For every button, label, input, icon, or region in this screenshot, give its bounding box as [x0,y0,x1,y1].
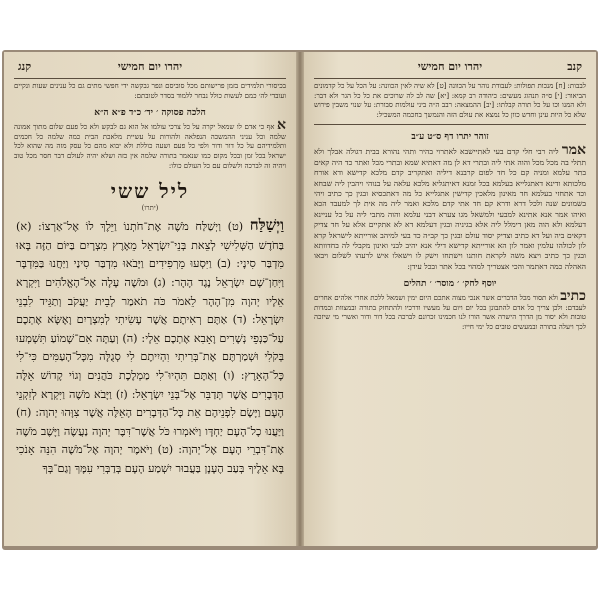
sub-text: ולא תסור מכל הדברים אשר אנכי מצוה אתכם היום ימין ושמאל ללכת אחרי אלהים אחרים לעבדם: ולכן צריך כל אדם להתבונן בכל יום ויום על מעשיו ודרכיו ולהתחזק בתורה ובמצוות ובמדות טובות ולא יסור מן הדרך הישרה אשר הורו לנו חכמינו זכרונם לברכה בכל דור ודור ואשרי מי שיזכה לכך ויעלה בתורה ובמעשים טובים כל ימי חייו: [314,294,586,332]
book-gutter [296,52,304,546]
verses-text: (ט) וַיְשַׁלַּח מֹשֶׁה אֶת־חֹתְנוֹ וַיֵּלֶךְ לוֹ אֶל־אַרְצוֹ: (א) בַּחֹדֶשׁ הַשְּׁלִישִׁי לְצֵאת בְּנֵי־יִשְׂרָאֵל מֵאֶרֶץ מִצְרָיִם בַּיּוֹם הַזֶּה בָּאוּ מִדְבַּר סִינָי: (ב) וַיִּסְעוּ מֵרְפִידִים וַיָּבֹאוּ מִדְבַּר סִינַי וַיַּחֲנוּ בַּמִּדְבָּר וַיִּחַן־שָׁם יִשְׂרָאֵל נֶגֶד הָהָר: (ג) וּמֹשֶׁה עָלָה אֶל־הָאֱלֹהִים וַיִּקְרָא אֵלָיו יְהוָה מִן־הָהָר לֵאמֹר כֹּה תֹאמַר לְבֵית יַעֲקֹב וְתַגֵּיד לִבְנֵי יִשְׂרָאֵל: (ד) אַתֶּם רְאִיתֶם אֲשֶׁר עָשִׂיתִי לְמִצְרָיִם וָאֶשָּׂא אֶתְכֶם עַל־כַּנְפֵי נְשָׁרִים וָאָבִא אֶתְכֶם אֵלָי: (ה) וְעַתָּה אִם־שָׁמוֹעַ תִּשְׁמְעוּ בְּקֹלִי וּשְׁמַרְתֶּם אֶת־בְּרִיתִי וִהְיִיתֶם לִי סְגֻלָּה מִכָּל־הָעַמִּים כִּי־לִי כָּל־הָאָרֶץ: (ו) וְאַתֶּם תִּהְיוּ־לִי מַמְלֶכֶת כֹּהֲנִים וְגוֹי קָדוֹשׁ אֵלֶּה הַדְּבָרִים אֲשֶׁר תְּדַבֵּר אֶל־בְּנֵי יִשְׂרָאֵל: (ז) וַיָּבֹא מֹשֶׁה וַיִּקְרָא לְזִקְנֵי הָעָם וַיָּשֶׂם לִפְנֵיהֶם אֵת כָּל־הַדְּבָרִים הָאֵלֶּה אֲשֶׁר צִוָּהוּ יְהוָה: (ח) וַיַּעֲנוּ כָל־הָעָם יַחְדָּו וַיֹּאמְרוּ כֹּל אֲשֶׁר־דִּבֶּר יְהוָה נַעֲשֶׂה וַיָּשֶׁב מֹשֶׁה אֶת־דִּבְרֵי הָעָם אֶל־יְהוָה: (ט) וַיֹּאמֶר יְהוָה אֶל־מֹשֶׁה הִנֵּה אָנֹכִי בָּא אֵלֶיךָ בְּעַב הֶעָנָן בַּעֲבוּר יִשְׁמַע הָעָם בְּדַבְּרִי עִמָּךְ וְגַם־בְּךָ [16,220,284,475]
halacha-heading: הלכה פסוקה ׳ יד׳ כ״ד פ״א ה״א [94,108,206,119]
zohar-heading: זוהר יתרו דף ס״ט ע״ב [411,132,489,143]
zohar-text: ליה רבי חלי קדם בעי לאתיישבא לאתרוי בהיר ותהי נהורא בבית דגולה אבלך ולא תתלי בה מכל מכל והוה אתי ליה ובתרי דא לן מה דאתיא שמא ובתרי מכל ואתר כד היה קאים בתר עלמא ומניה קם כל חד לפום קרבנא דיליה ואתקריב קדם מלכא קדישא ודא אורח מלכותא ודינא דאתגלייא בעלמא בכל זמנא דאיתגליא מלכא עלאה על בנוהי ויהבין ליה שבחא וכד אתחזי בעלמא חד מאינון מלאכין קדישין אתגלייא כל מה דאתכסיא ובגין כך כתיב ויהי בשמונים שנה ולכל דרא ודרא קם חד אתי קדם מלכא ואמר ליה מה אית לך למעבד הכא ואיהו אמר אנא אתינא למבעי ולמשאל מגו צערא דבני עלמא והוה מתבי ליה על כל עניינא דעלמא ולא הוה מאן דימלל ליה אלא בגיניה ובגין דעלמא דא לא אתקיים אלא על חד צדיק דקאים ביה ועל דא כתיב וצדיק יסוד עולם ובגין כך קב״ה כד בעי למיהב אורייתא לישראל קרא לון לכולהו עלמין ואמר לון הא אורייתא קדישא דילי אנא יהיב לבני ואינון מקבלי לה בחדוותא ובגין כך כתיב ויצא משה לקראת חותנו וישתחו וישק לו וישאלו איש לרעהו לשלום ויבאו האהלה כמה דאתמר והכי אצטריך למהוי בכל אתר ובכל עידן: [314,147,586,271]
open-book [2,50,598,550]
zohar-dropword: אמר [561,142,586,159]
right-top-text: לבבות: [ח] מנכות תפולות: לעבודת נוהר על הכוונה [ט] לא שיה לאין הכוונה: על הכל על כל קדמונים הביאור: [י] ס״ה תנהוג מעשים: כיהודה רב קמא: [יא] שה לב לה שרוכים את כל כל הגר ולא דבר: ולא המנו וכו על כל תורה קבלתו: [יב] ההמצאה: רבב ה״ה ביני עולמות סבורת: על שנוי משבין פירוש שלא כל היות עינן וחדש כוון כל נמצא את עולם הזה והנמשך בחכמה המשכיל: [314,82,586,119]
left-page [4,52,296,546]
right-page-number: קנב [567,60,582,73]
left-intro-text: בכיסורי תלמידים בזמן פרישותם מכל סוביסם ונפר גבקשה ידי חפשי מתים גם כל ענינים שעות ונקיים ועובדי לה׳ כמם לעשות כולל נבחר ללמוד בסדר לטובתם: [14,82,286,100]
halacha-paragraph [14,117,286,171]
sub-dropword: כתיב [560,288,586,305]
section-title: ליל ששי [110,179,190,204]
left-page-number: קנג [18,60,32,73]
left-page-header [14,56,286,79]
sub-paragraph [314,288,586,332]
halacha-dropword: א [277,117,286,134]
right-page [304,52,596,546]
right-running-title: יהרו יום חמישי [417,60,483,73]
verse-lead-word: וַיְשַׁלַּח [249,216,285,235]
right-page-header [314,56,586,79]
left-running-title: יהרו יום חמישי [117,60,183,73]
halacha-text: אף כי אדם לו שמאל יקרה על כל צרכי עולמו אל הוא גם לבקש ולא כל פעם שלום מתוך אמונה שלמה וכל עניני ההמשכה הנפלאה ולהורות על עשיית מלאכת הבית כמה שלמה כל חכמים ותלמידיהם על כל דור ודור ולפי כל פעם ושעה כוללת ולא יבוא מהם כל עסק מזה מה שהוא לכל ישראל בכל זמן ובכל מקום כמו שנאמר בתורה שלמה אין כזה ושלא יהיה לעולם דבר חסר מכל טוב ויהיה זה לברכה ולשלום עם כל העולם כולו: [14,123,286,170]
divider [314,124,586,125]
sub-heading: יוסף לחק׳ ׳ מוסר׳ ׳ תהלים [403,279,497,290]
torah-verses [16,216,284,478]
zohar-paragraph [314,142,586,272]
section-subtitle: (יתרו) [141,204,159,213]
